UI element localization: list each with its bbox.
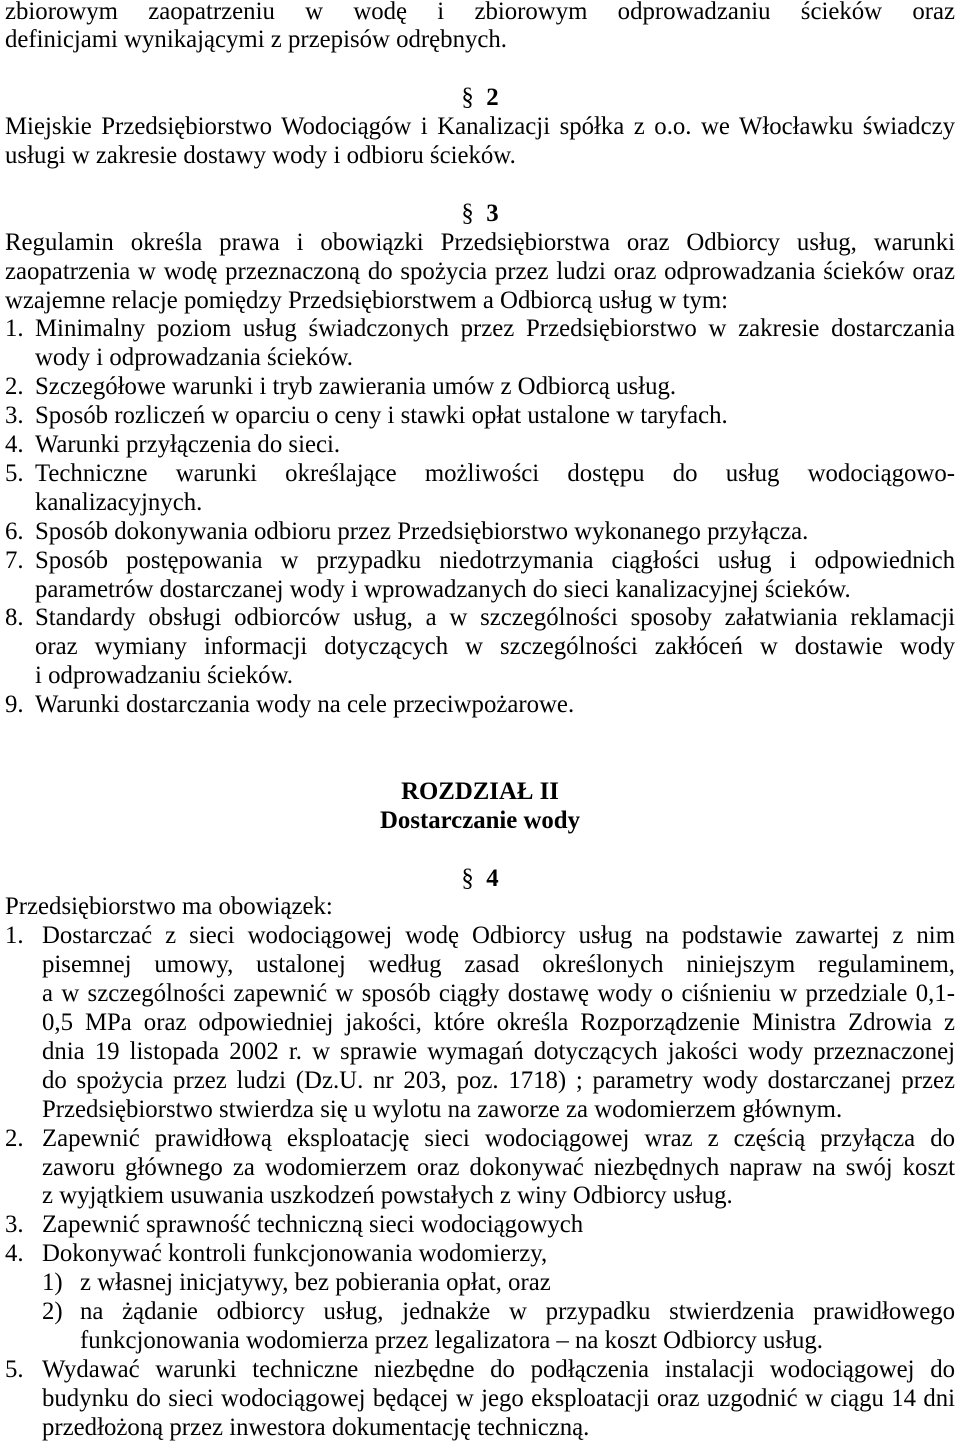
sub-list-number: 2): [42, 1298, 63, 1325]
list-item-line: 0,5 MPa oraz odpowiedniej jakości, które określa Rozporządzenie Ministra Zdrowia z: [42, 1009, 955, 1036]
list-number: 3.: [5, 1211, 24, 1239]
section-symbol: §: [461, 84, 474, 112]
section-heading-3: [0, 200, 960, 229]
list-item-line: dnia 19 listopada 2002 r. w sprawie wymagań dotyczących jakości wody przeznaczonej: [42, 1037, 955, 1065]
list-item-line: Wydawać warunki techniczne niezbędne do podłączenia instalacji wodociągowej do: [42, 1355, 955, 1383]
list-item-line: parametrów dostarczanej wody i wprowadzanych do sieci kanalizacyjnej ścieków.: [35, 575, 851, 603]
paragraph-line: usługi w zakresie dostawy wody i odbioru ścieków.: [5, 142, 516, 169]
list-item-line: pisemnej umowy, ustalonej według zasad określonych niniejszym regulaminem,: [42, 951, 955, 979]
list-item-line: oraz wymiany informacji dotyczących w szczególności zakłóceń w dostawie wody: [35, 633, 955, 661]
section-symbol: §: [461, 864, 474, 892]
list-number: 3.: [5, 402, 24, 430]
list-number: 6.: [5, 517, 24, 545]
list-number: 9.: [5, 691, 24, 719]
list-item-line: Zapewnić prawidłową eksploatację sieci wodociągowej wraz z częścią przyłącza do: [42, 1124, 955, 1152]
list-item-line: przedłożoną przez inwestora dokumentację techniczną.: [42, 1413, 590, 1441]
list-number: 7.: [5, 546, 24, 574]
paragraph-line: zaopatrzenia w wodę przeznaczoną do spożycia przez ludzi oraz odprowadzania ścieków oraz: [5, 257, 955, 285]
list-number: 5.: [5, 459, 24, 487]
paragraph-line: Regulamin określa prawa i obowiązki Przedsiębiorstwa oraz Odbiorcy usług, warunki: [5, 228, 955, 256]
list-item-line: Techniczne warunki określające możliwości dostępu do usług wodociągowo-: [35, 459, 955, 487]
paragraph-line: wzajemne relacje pomiędzy Przedsiębiorstwem a Odbiorcą usług w tym:: [5, 286, 729, 314]
list-number: 1.: [5, 315, 24, 343]
paragraph-line: zbiorowym zaopatrzeniu w wodę i zbiorowym odprowadzaniu ścieków oraz: [5, 0, 955, 25]
list-number: 5.: [5, 1355, 24, 1383]
list-item-line: i odprowadzaniu ścieków.: [35, 662, 293, 690]
list-item-line: kanalizacyjnych.: [35, 488, 203, 516]
section-heading-2: [0, 84, 960, 113]
list-number: 2.: [5, 373, 24, 401]
sub-list-number: 1): [42, 1269, 63, 1297]
sub-list-item-line: z własnej inicjatywy, bez pobierania opłat, oraz: [80, 1269, 551, 1297]
list-item-line: Dostarczać z sieci wodociągowej wodę Odbiorcy usług na podstawie zawartej z nim: [42, 922, 955, 950]
list-item-line: Sposób rozliczeń w oparciu o ceny i stawki opłat ustalone w taryfach.: [35, 402, 728, 430]
list-item-line: Sposób postępowania w przypadku niedotrzymania ciągłości usług i odpowiednich: [35, 546, 955, 574]
list-item-line: a w szczególności zapewnić w sposób ciągły dostawę wody o ciśnieniu w przedziale 0,1-: [42, 980, 955, 1008]
chapter-subtitle: Dostarczanie wody: [380, 806, 580, 834]
paragraph-line: Miejskie Przedsiębiorstwo Wodociągów i Kanalizacji spółka z o.o. we Włocławku świadczy: [5, 113, 955, 141]
list-number: 2.: [5, 1124, 24, 1152]
paragraph-line: definicjami wynikającymi z przepisów odrębnych.: [5, 26, 507, 54]
list-item-line: Dokonywać kontroli funkcjonowania wodomierzy,: [42, 1240, 548, 1268]
section-number: 4: [486, 864, 499, 892]
list-number: 8.: [5, 604, 24, 632]
chapter-title: ROZDZIAŁ II: [401, 777, 559, 805]
section-heading-4: [0, 865, 960, 894]
list-number: 1.: [5, 922, 24, 950]
section-number: 3: [486, 199, 499, 227]
list-item-line: Przedsiębiorstwo stwierdza się u wylotu na zaworze za wodomierzem głównym.: [42, 1095, 843, 1123]
list-item-line: Standardy obsługi odbiorców usług, a w szczególności sposoby załatwiania reklamacji: [35, 604, 955, 632]
list-item-line: z wyjątkiem usuwania uszkodzeń powstałych z winy Odbiorcy usług.: [42, 1182, 733, 1210]
list-item-line: Warunki dostarczania wody na cele przeciwpożarowe.: [35, 691, 575, 719]
section-number: 2: [486, 84, 499, 112]
list-item-line: Warunki przyłączenia do sieci.: [35, 431, 341, 458]
sub-list-item-line: na żądanie odbiorcy usług, jednakże w przypadku stwierdzenia prawidłowego: [80, 1298, 955, 1325]
sub-list-item-line: funkcjonowania wodomierza przez legalizatora – na koszt Odbiorcy usług.: [80, 1326, 823, 1354]
list-number: 4.: [5, 431, 24, 458]
list-item-line: Sposób dokonywania odbioru przez Przedsiębiorstwo wykonanego przyłącza.: [35, 517, 809, 545]
list-item-line: budynku do sieci wodociągowej będącej w jego eksploatacji oraz uzgodnić w ciągu 14 dni: [42, 1384, 955, 1412]
list-item-line: Minimalny poziom usług świadczonych przez Przedsiębiorstwo w zakresie dostarczania: [35, 315, 955, 343]
list-item-line: Szczegółowe warunki i tryb zawierania umów z Odbiorcą usług.: [35, 373, 677, 401]
section-symbol: §: [461, 199, 474, 227]
list-item-line: zaworu głównego za wodomierzem oraz dokonywać niezbędnych napraw na swój koszt: [42, 1153, 955, 1181]
list-item-line: do spożycia przez ludzi (Dz.U. nr 203, poz. 1718) ; parametry wody dostarczanej przez: [42, 1066, 955, 1094]
section-4-intro: Przedsiębiorstwo ma obowiązek:: [5, 893, 333, 921]
list-number: 4.: [5, 1240, 24, 1268]
list-item-line: wody i odprowadzania ścieków.: [35, 344, 353, 372]
list-item-line: Zapewnić sprawność techniczną sieci wodociągowych: [42, 1211, 584, 1239]
